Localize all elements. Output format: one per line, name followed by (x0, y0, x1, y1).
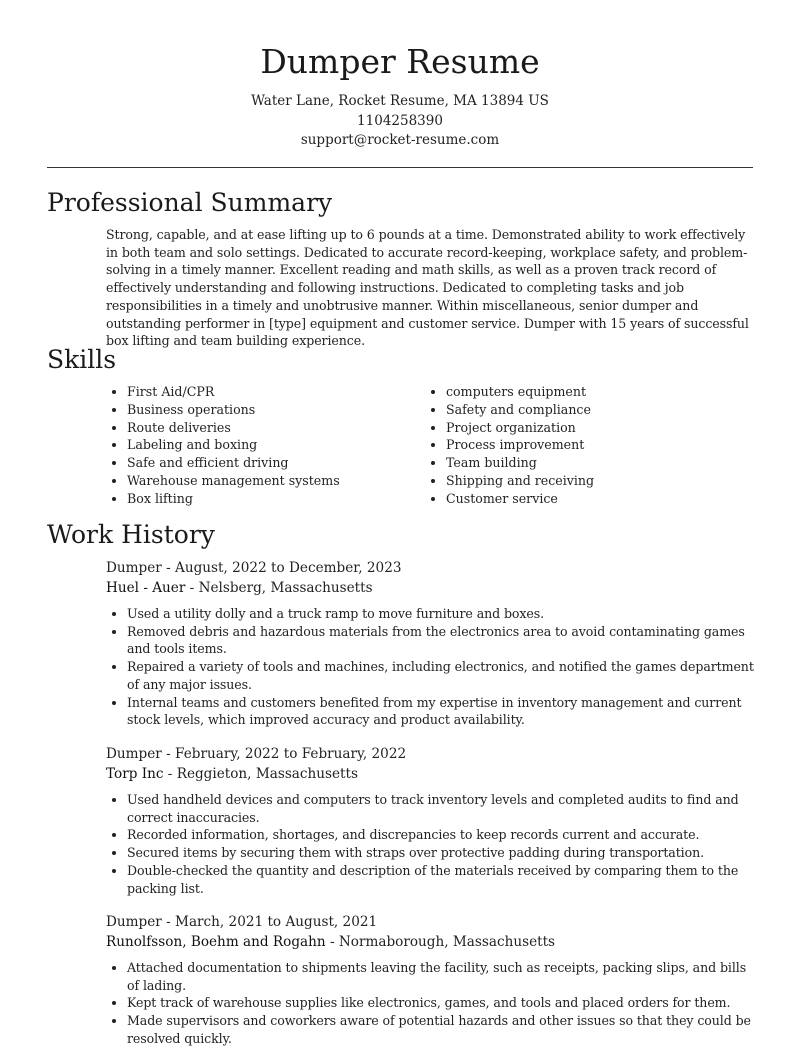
skills-column-right (425, 383, 746, 508)
duty-item: • Attached documentation to shipments leaving the facility, such as receipts, packing slips, and bills of lading. (127, 959, 756, 994)
job-employer (106, 765, 756, 785)
duty-item: • Used handheld devices and computers to track inventory levels and completed audits to find and correct inaccuracies. (127, 791, 756, 826)
company-name: Huel - Auer (106, 579, 186, 596)
skill-item: • Safety and compliance (446, 401, 746, 419)
summary-text: Strong, capable, and at ease lifting up to 6 pounds at a time. Demonstrated ability to work effectively in both team and solo settings. Dedicated to accurate record-keeping, workplace safety, and problem-solving in a timely manner. Excellent reading and math skills, as well as a proven track record of effectively understanding and following instructions. Dedicated to completing tasks and job responsibilities in a timely and unobtrusive manner. Within miscellaneous, senior dumper and outstanding performer in [type] equipment and customer service. Dumper with 15 years of successful box lifting and team building experience. (106, 227, 749, 349)
duty-item: • Made supervisors and coworkers aware of potential hazards and other issues so that they could be resolved quickly. (127, 1012, 756, 1047)
duty-item: • Repaired a variety of tools and machines, including electronics, and notified the games department of any major issues. (127, 658, 756, 693)
job-duties (106, 605, 756, 729)
duty-item: • Removed debris and hazardous materials from the electronics area to avoid contaminating games and tools items. (127, 623, 756, 658)
company-name: Torp Inc (106, 765, 164, 782)
job-employer (106, 579, 756, 599)
job-entry (106, 913, 756, 1048)
duty-item: • Used a utility dolly and a truck ramp to move furniture and boxes. (127, 605, 756, 623)
skill-item: • Process improvement (446, 436, 746, 454)
job-title-dates: Dumper - March, 2021 to August, 2021 (106, 914, 378, 930)
job-duties (106, 791, 756, 897)
contact-address: Water Lane, Rocket Resume, MA 13894 US (251, 93, 549, 109)
duty-item: • Recorded information, shortages, and discrepancies to keep records current and accurate. (127, 826, 756, 844)
company-location: - Reggieton, Massachusetts (163, 765, 358, 782)
duty-item: • Secured items by securing them with straps over protective padding during transportation. (127, 844, 756, 862)
duty-item: • Internal teams and customers benefited from my expertise in inventory management and current stock levels, which improved accuracy and product availability. (127, 694, 756, 729)
skill-item: • First Aid/CPR (127, 383, 425, 401)
company-name: Runolfsson, Boehm and Rogahn (106, 933, 326, 950)
contact-info (0, 92, 800, 151)
work-history-heading: Work History (47, 520, 215, 549)
skill-item: • Box lifting (127, 490, 425, 508)
skill-item: • computers equipment (446, 383, 746, 401)
header-divider (47, 167, 753, 168)
job-entry (106, 745, 756, 897)
job-title-dates: Dumper - August, 2022 to December, 2023 (106, 560, 402, 576)
skills-column-left (106, 383, 425, 508)
contact-phone: 1104258390 (357, 112, 443, 129)
skill-item: • Warehouse management systems (127, 472, 425, 490)
skill-item: • Business operations (127, 401, 425, 419)
job-employer (106, 933, 756, 953)
skill-item: • Route deliveries (127, 419, 425, 437)
company-location: - Normaborough, Massachusetts (325, 933, 556, 950)
job-entry (106, 559, 756, 729)
job-title-dates: Dumper - February, 2022 to February, 2022 (106, 746, 407, 762)
resume-header (0, 0, 800, 151)
skill-item: • Team building (446, 454, 746, 472)
skill-item: • Safe and efficient driving (127, 454, 425, 472)
duty-item: • Kept track of warehouse supplies like electronics, games, and tools and placed orders for them. (127, 994, 756, 1012)
job-duties (106, 959, 756, 1048)
skill-item: • Project organization (446, 419, 746, 437)
skill-item: • Labeling and boxing (127, 436, 425, 454)
duty-item: • Double-checked the quantity and description of the materials received by comparing them to the packing list. (127, 862, 756, 897)
contact-email: support@rocket-resume.com (300, 132, 500, 148)
skills-heading: Skills (47, 345, 117, 374)
skill-item: • Customer service (446, 490, 746, 508)
summary-heading: Professional Summary (47, 188, 333, 217)
resume-name: Dumper Resume (260, 42, 540, 81)
skill-item: • Shipping and receiving (446, 472, 746, 490)
company-location: - Nelsberg, Massachusetts (185, 579, 373, 596)
skills-list (106, 383, 756, 508)
